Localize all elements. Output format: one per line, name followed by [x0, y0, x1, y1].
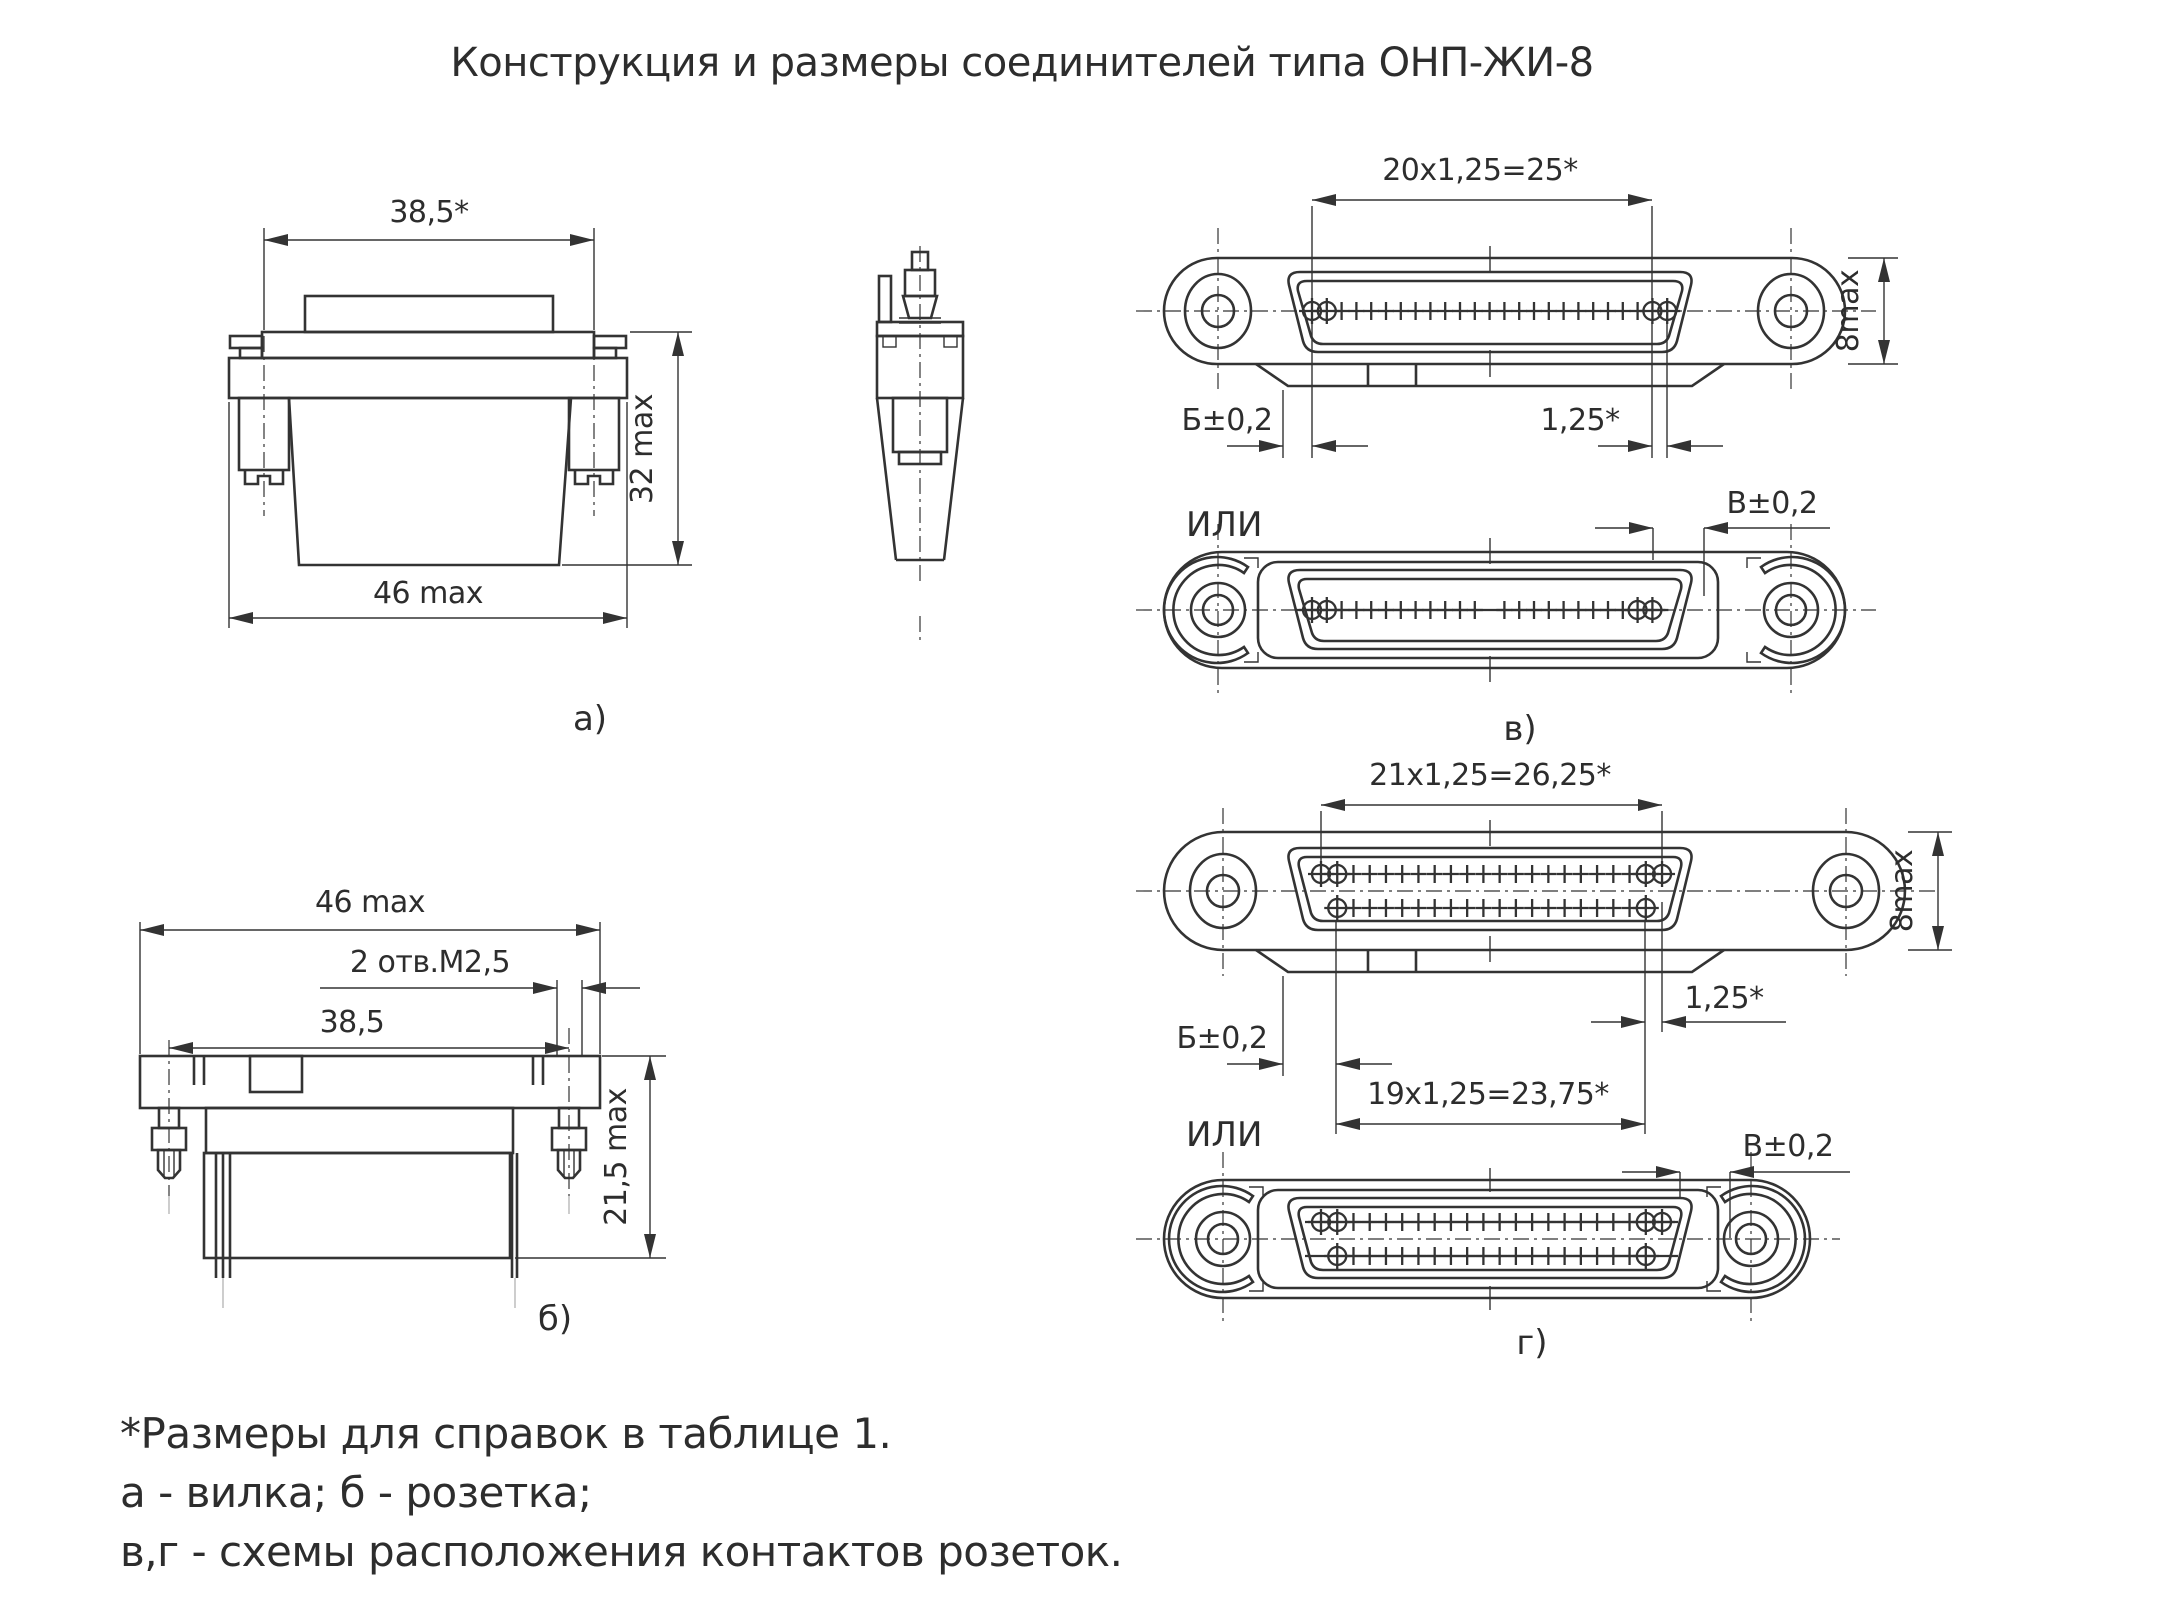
- view-a-side-profile-drawing: [877, 246, 963, 642]
- dim-b-width: 46 max: [314, 885, 426, 920]
- view-a-dim-38-5: [264, 195, 594, 330]
- dim-v-b-offset: Б±0,2: [1181, 403, 1273, 438]
- dim-a-height: 32 max: [625, 393, 660, 505]
- view-g-or-label: ИЛИ: [1186, 1115, 1263, 1155]
- dim-v-v-offset: В±0,2: [1726, 486, 1818, 521]
- view-b-caption: б): [537, 1299, 573, 1339]
- view-v-caption: в): [1503, 709, 1537, 749]
- dim-g-b-offset: Б±0,2: [1176, 1021, 1268, 1056]
- note-line-3: в,г - схемы расположения контактов розеток.: [120, 1527, 1123, 1576]
- dim-v-height: 8max: [1831, 269, 1866, 353]
- dim-b-height: 21,5 max: [599, 1088, 634, 1226]
- view-a-plug-drawing: [229, 195, 692, 739]
- view-g-dim-row-bottom: [1336, 1032, 1645, 1134]
- page-title: Конструкция и размеры соединителей типа ОНП-ЖИ-8: [450, 40, 1594, 86]
- dim-v-step-pitch: 1,25*: [1540, 403, 1620, 438]
- view-g-variant-2-drawing: [1136, 1115, 1850, 1363]
- dim-a-width-top: 38,5*: [389, 195, 469, 230]
- dim-a-width-bottom: 46 max: [372, 576, 484, 611]
- dim-g-v-offset: В±0,2: [1742, 1129, 1834, 1164]
- dim-b-span: 38,5: [319, 1005, 385, 1040]
- view-b-dim-height: [515, 1056, 666, 1258]
- footnotes: [120, 1409, 1123, 1576]
- view-v-variant-1-drawing: [1136, 153, 1898, 458]
- note-line-1: *Размеры для справок в таблице 1.: [120, 1409, 892, 1458]
- view-b-dim-span: [169, 1005, 569, 1054]
- dim-g-height: 8max: [1885, 849, 1920, 933]
- view-g-variant-1-drawing: [1136, 758, 1952, 1134]
- view-a-caption: а): [572, 699, 608, 739]
- dim-g-step-pitch: 1,25*: [1684, 981, 1764, 1016]
- view-g-dim-8max: [1885, 832, 1952, 950]
- view-v-dim-step: [1540, 322, 1723, 458]
- view-g-dim-b: [1177, 922, 1392, 1076]
- note-line-2: а - вилка; б - розетка;: [120, 1468, 592, 1517]
- view-v-dim-8max: [1831, 258, 1898, 364]
- view-v-or-label: ИЛИ: [1186, 505, 1263, 545]
- view-g-caption: г): [1516, 1323, 1548, 1363]
- view-v-dim-b: [1182, 322, 1368, 458]
- view-v-dim-row: [1312, 153, 1652, 300]
- dim-g-row-bottom-pitch: 19x1,25=23,75*: [1367, 1077, 1609, 1112]
- view-v-variant-2-drawing: [1136, 486, 1876, 749]
- dim-g-row-top-pitch: 21x1,25=26,25*: [1369, 758, 1611, 793]
- view-b-socket-drawing: [140, 885, 666, 1339]
- dim-v-row-pitch: 20x1,25=25*: [1382, 153, 1578, 188]
- dim-b-holes: 2 отв.М2,5: [349, 945, 511, 980]
